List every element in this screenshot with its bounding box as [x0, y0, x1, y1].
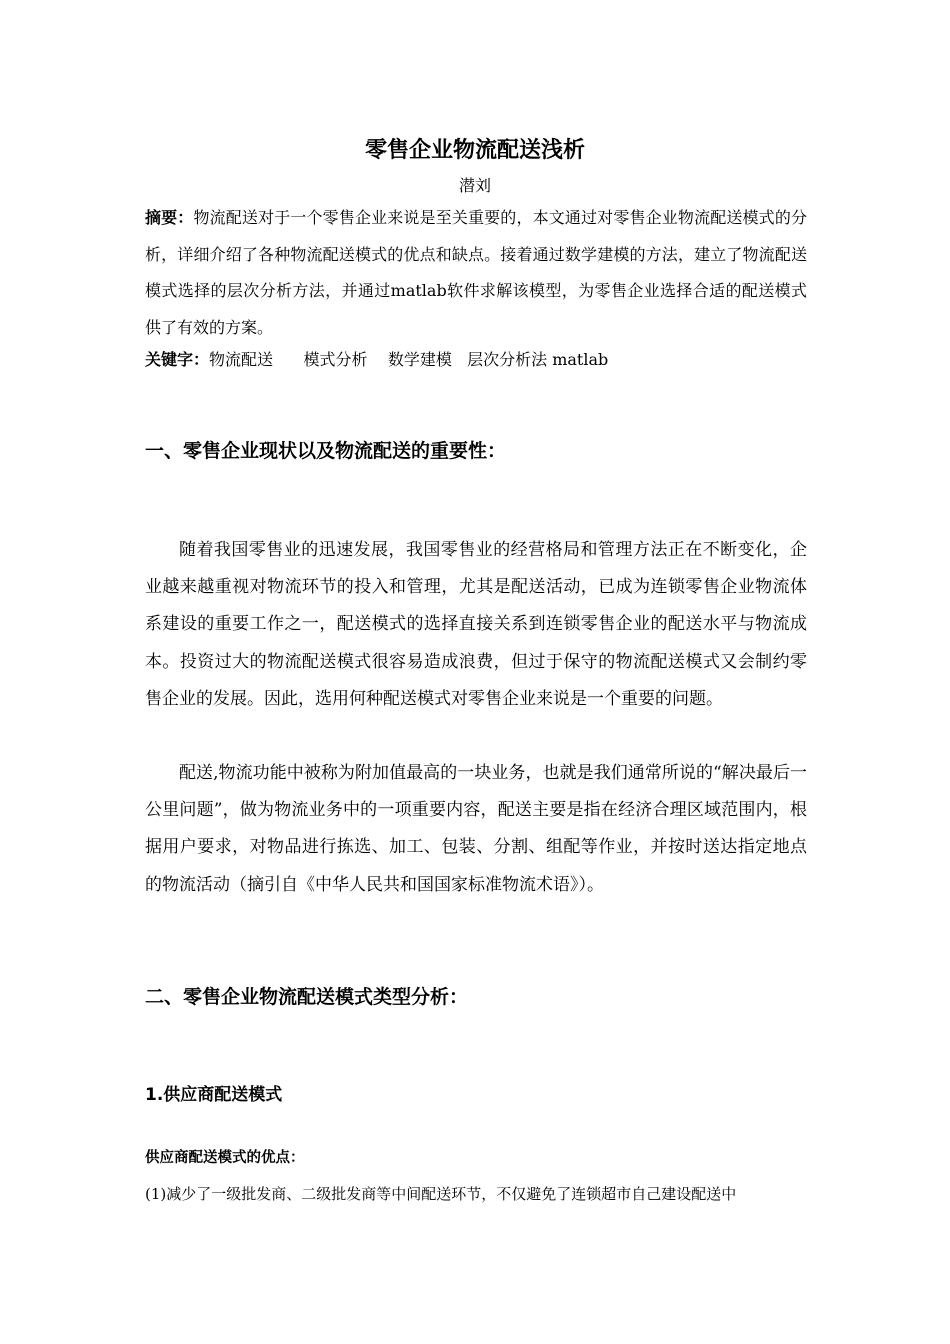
advantage-item-1: (1)减少了一级批发商、二级批发商等中间配送环节，不仅避免了连锁超市自己建设配送中	[145, 1185, 737, 1203]
subsection-heading: 1.供应商配送模式	[145, 1085, 283, 1105]
abstract-label: 摘要：	[145, 208, 194, 227]
section-1-paragraph-2: 配送,物流功能中被称为附加值最高的一块业务，也就是我们通常所说的“解决最后一公里问题”，做为物流业务中的一项重要内容，配送主要是指在经济合理区域范围内，根据用户要求，对物品进行拣选、加工、包装、分割、组配等作业，并按时送达指定地点的物流活动（摘引自《中华人民共和国国家标准物流术语》）。	[145, 763, 807, 895]
page-title: 零售企业物流配送浅析	[364, 138, 585, 163]
section-2-heading: 二、零售企业物流配送模式类型分析：	[145, 986, 469, 1008]
section-1-heading: 一、零售企业现状以及物流配送的重要性：	[145, 440, 507, 462]
keywords	[145, 344, 807, 376]
keywords-text: 物流配送 模式分析 数学建模 层次分析法 matlab	[209, 350, 609, 369]
abstract-text: 物流配送对于一个零售企业来说是至关重要的，本文通过对零售企业物流配送模式的分析，详细介绍了各种物流配送模式的优点和缺点。接着通过数学建模的方法，建立了物流配送模式选择的层次分析方法，并通过matlab软件求解该模型，为零售企业选择合适的配送模式供了有效的方案。	[145, 208, 807, 337]
advantages-heading: 供应商配送模式的优点：	[145, 1150, 305, 1166]
keywords-label: 关键字：	[145, 350, 210, 369]
abstract	[145, 200, 807, 346]
author-name: 潜刘	[458, 176, 491, 195]
section-1-paragraph-1: 随着我国零售业的迅速发展，我国零售业的经营格局和管理方法正在不断变化，企业越来越重视对物流环节的投入和管理，尤其是配送活动，已成为连锁零售企业物流体系建设的重要工作之一，配送模式的选择直接关系到连锁零售企业的配送水平与物流成本。投资过大的物流配送模式很容易造成浪费，但过于保守的物流配送模式又会制约零售企业的发展。因此，选用何种配送模式对零售企业来说是一个重要的问题。	[145, 540, 807, 709]
